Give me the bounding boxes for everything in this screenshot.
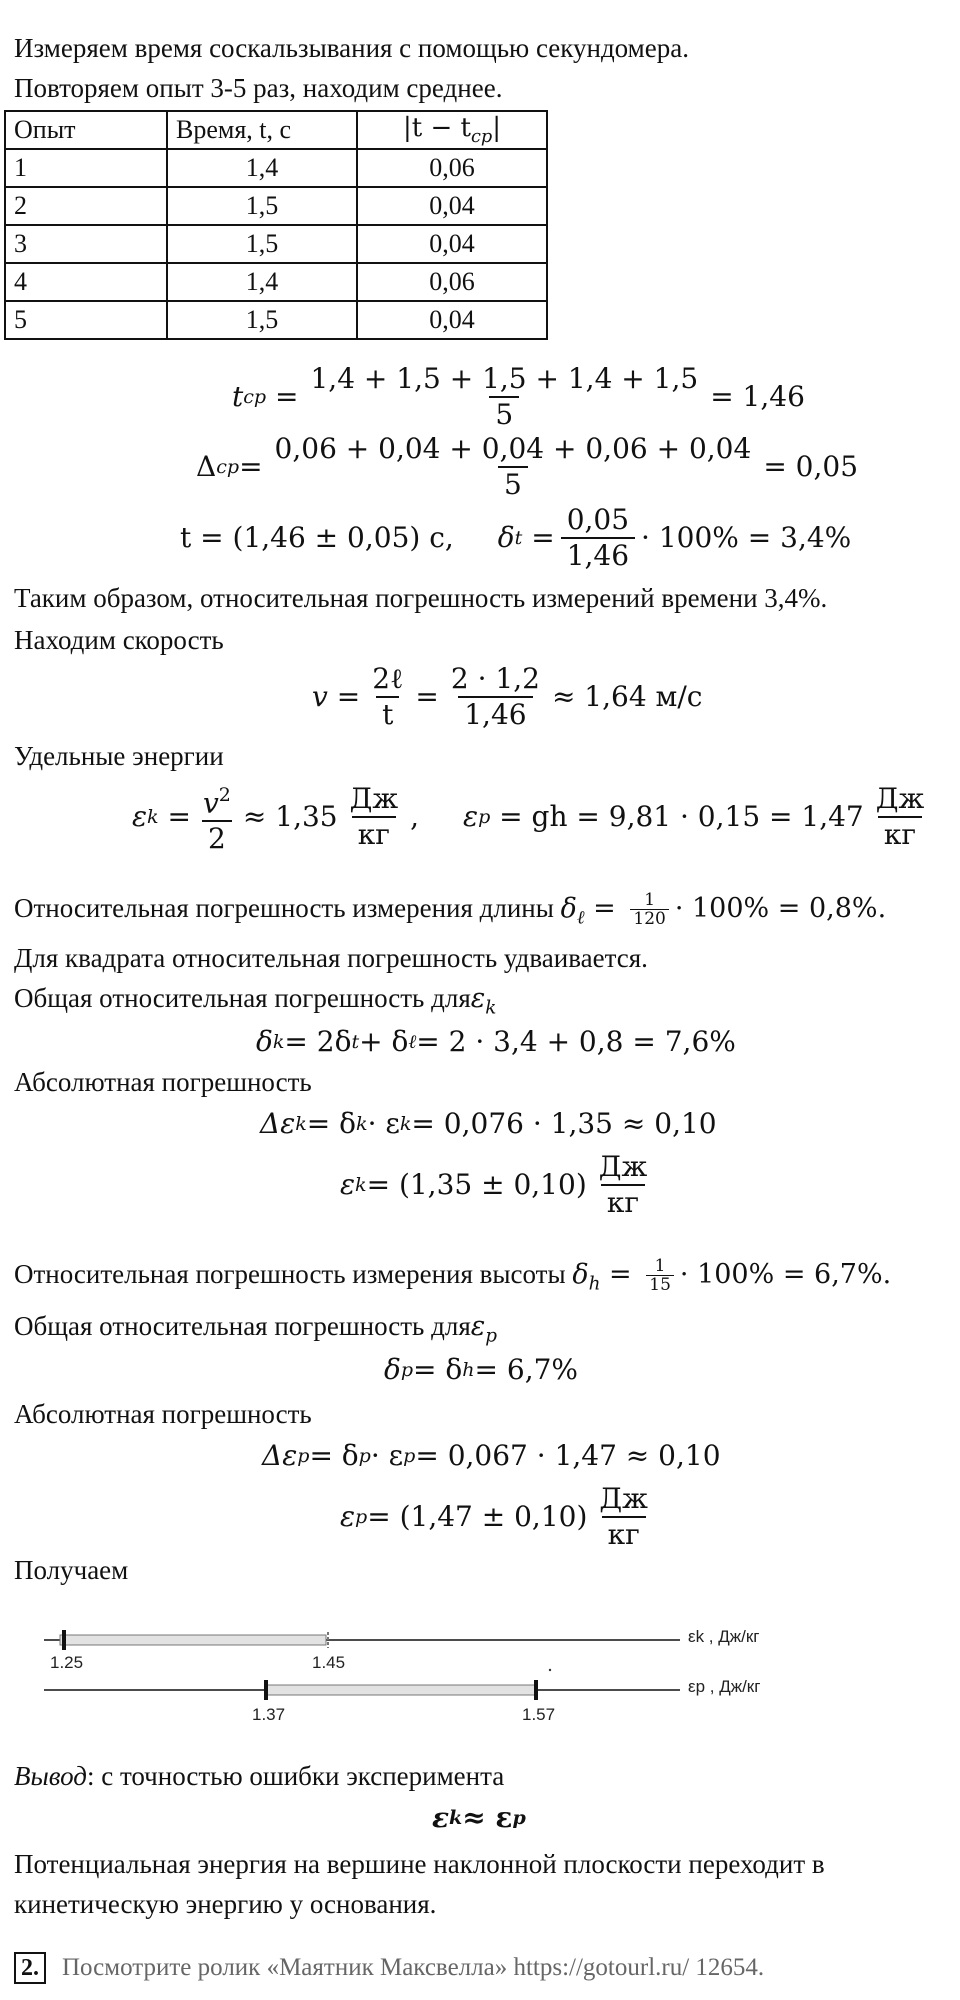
table-cell: 1,4 [167, 149, 357, 187]
table-cell: 3 [5, 225, 167, 263]
table-row [5, 301, 547, 339]
table-cell: 1,4 [167, 263, 357, 301]
table-header-cell: Опыт [5, 111, 167, 149]
stray-dot [549, 1669, 551, 1671]
axis-p-hi-label: 1.57 [522, 1705, 556, 1724]
text-we-get: Получаем [14, 1555, 129, 1585]
equation-ep-result: ε p = (1,47 ± 0,10) $\frac{Дж}{кг}$ [340, 1482, 648, 1551]
text-absolute-error-2: Абсолютная погрешность [14, 1399, 312, 1429]
intro-line-1: Измеряем время соскальзывания с помощью секундомера. [14, 33, 689, 63]
table-cell: 2 [5, 187, 167, 225]
footer-number-badge: 2. [14, 1952, 46, 1984]
table-row [5, 149, 547, 187]
axis-p-label: εp , Дж/кг [688, 1677, 761, 1696]
equation-t-result: t = (1,46 ± 0,05) с, δ t = $\frac{0,05}{1,46}$ · 100% = 3,4% [180, 503, 852, 572]
equation-t-avg: t ср = $\frac{1,4 + 1,5 + 1,5 + 1,4 + 1,5}{5}$ = 1,46 [232, 362, 805, 431]
equation-final: ε k ≈ ε p [432, 1801, 526, 1834]
text-absolute-error-1: Абсолютная погрешность [14, 1067, 312, 1097]
text-find-speed: Находим скорость [14, 625, 224, 655]
table-cell: 1,5 [167, 225, 357, 263]
axis-k-label: εk , Дж/кг [688, 1627, 760, 1646]
table-cell: 1,5 [167, 187, 357, 225]
axis-k-interval [60, 1635, 326, 1645]
text-relative-height: Относительная погрешность измерения высоты $\delta_h$ = $\frac{1}{15}$ · 100% = 6,7%. [14, 1256, 892, 1295]
equation-delta-avg: Δ ср = $\frac{0,06 + 0,04 + 0,04 + 0,06 + 0,04}{5}$ = 0,05 [196, 432, 859, 501]
equation-energies: ε k = $\frac{v^2}{2}$ ≈ 1,35 $\frac{Дж}{кг}$ , ε p = gh = 9,81 · 0,15 = 1,47 $\frac{Дж}{кг}$ [132, 782, 925, 856]
equation-velocity: v = $\frac{\text{2ℓ}}{t}$ = $\frac{2 \cdot 1,2}{1,46}$ ≈ 1,64 м/с [312, 662, 703, 731]
equation-delta-k: δ k = 2δ t + δ ℓ = 2 · 3,4 + 0,8 = 7,6% [256, 1025, 736, 1058]
equation-ek-result: ε k = (1,35 ± 0,10) $\frac{Дж}{кг}$ [340, 1150, 648, 1219]
table-cell: 0,06 [357, 149, 547, 187]
text-total-p: Общая относительная погрешность дляε$_p$ [14, 1311, 498, 1347]
table-row [5, 187, 547, 225]
table-cell: 4 [5, 263, 167, 301]
equation-abs-ek: Δε k = δ k · ε k = 0,076 · 1,35 ≈ 0,10 [260, 1107, 717, 1140]
table-row [5, 225, 547, 263]
text-square: Для квадрата относительная погрешность удваивается. [14, 943, 648, 973]
table-cell: 0,04 [357, 187, 547, 225]
text-specific-energies: Удельные энергии [14, 741, 224, 771]
measurement-table [4, 110, 548, 340]
table-row [5, 263, 547, 301]
axis-p-interval [266, 1685, 536, 1695]
footer-video-link[interactable]: Посмотрите ролик «Маятник Максвелла» https://gotourl.ru/ 12654. [62, 1954, 765, 1981]
text-potential-line-1: Потенциальная энергия на вершине наклонной плоскости переходит в [14, 1849, 825, 1879]
text-relative-length: Относительная погрешность измерения длины $\delta_\ell$ = $\frac{1}{120}$ · 100% = 0,8%. [14, 890, 887, 929]
text-relative-time: Таким образом, относительная погрешность измерений времени 3,4%. [14, 583, 828, 613]
table-cell: 1,5 [167, 301, 357, 339]
table-header-cell: $|t - t_{ср}|$ [357, 111, 547, 149]
table-cell: 1 [5, 149, 167, 187]
table-cell: 0,04 [357, 301, 547, 339]
text-total-k: Общая относительная погрешность дляε$_k$ [14, 983, 497, 1019]
interval-comparison-diagram [40, 1620, 800, 1730]
table-cell: 5 [5, 301, 167, 339]
equation-abs-ep: Δε p = δ p · ε p = 0,067 · 1,47 ≈ 0,10 [262, 1439, 721, 1472]
intro-line-2: Повторяем опыт 3-5 раз, находим среднее. [14, 73, 503, 103]
table-cell: 0,04 [357, 225, 547, 263]
text-conclusion: Вывод: с точностью ошибки эксперимента [14, 1761, 505, 1791]
table-cell: 0,06 [357, 263, 547, 301]
axis-k-lo-label: 1.25 [50, 1653, 84, 1672]
axis-k-hi-label: 1.45 [312, 1653, 346, 1672]
equation-delta-p: δ p = δ h = 6,7% [384, 1353, 579, 1386]
table-header-row [5, 111, 547, 149]
text-potential-line-2: кинетическую энергию у основания. [14, 1889, 437, 1919]
table-header-cell: Время, t, с [167, 111, 357, 149]
axis-p-lo-label: 1.37 [252, 1705, 286, 1724]
